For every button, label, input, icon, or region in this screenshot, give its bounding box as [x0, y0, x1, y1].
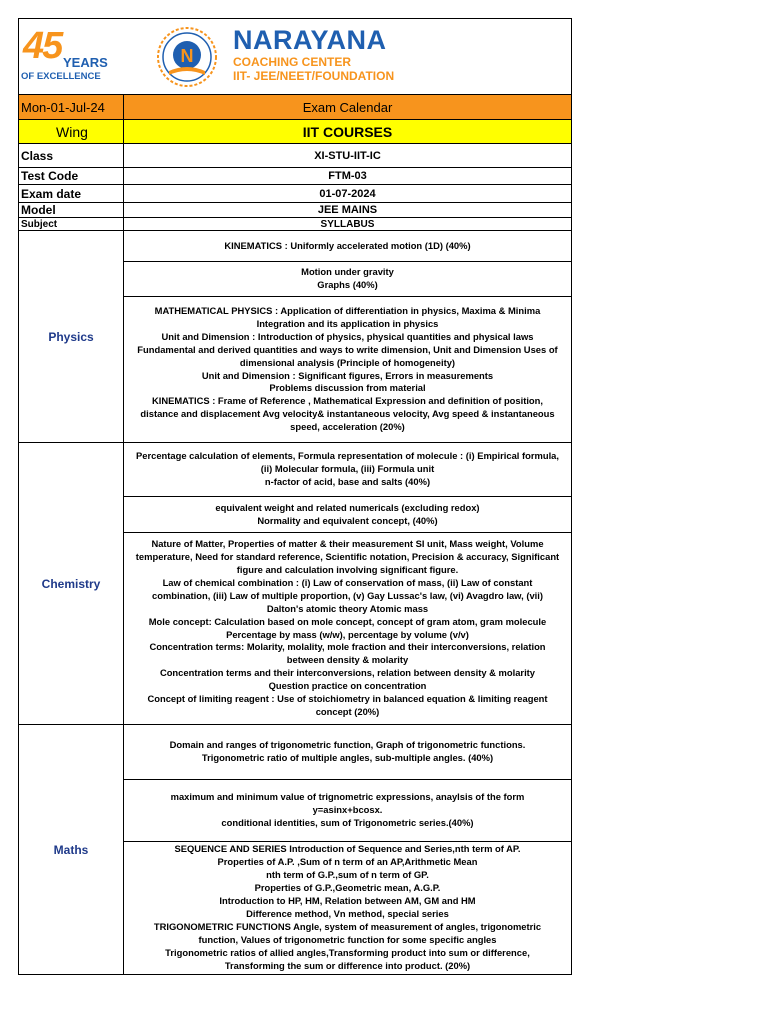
45-years-badge	[21, 25, 108, 87]
years-word: YEARS	[63, 55, 108, 70]
chemistry-topic: Nature of Matter, Properties of matter & their measurement SI unit, Mass weight, Volume temperature, Need for standard reference, Scientific notation, Precision & accuracy, Significant figure and calculation involving significant figure. Law of chemical combination : (i) Law of conservation of mass, (ii) Law of constant combination, (iii) Law of multiple proportion, (v) Gay Lussac's law, (vi) Avagdro law, (vii) Dalton's atomic theory Atomic mass Mole concept: Calculation based on mole concept, concept of gram atom, gram molecule Percentage by mass (w/w), percentage by volume (v/v) Concentration terms: Molarity, molality, mole fraction and their interconversions, relation between density & molarity Concentration terms and their interconversions, relation between density & molarity Question practice on concentration Concept of limiting reagent : Use of stoichiometry in balanced equation & limiting reagent concept (20%)	[135, 538, 560, 717]
excellence-text: OF EXCELLENCE	[21, 71, 101, 82]
calendar-title: Exam Calendar	[302, 99, 393, 115]
logo-header	[19, 19, 571, 95]
test-code-row	[19, 168, 571, 185]
test-code-label: Test Code	[21, 169, 79, 183]
wing-label: Wing	[56, 123, 88, 140]
exam-date-row	[19, 185, 571, 203]
test-code-value: FTM-03	[328, 170, 367, 182]
subject-row	[19, 218, 571, 231]
narayana-seal-logo	[151, 25, 223, 89]
exam-date-label: Exam date	[21, 186, 82, 201]
physics-topic: MATHEMATICAL PHYSICS : Application of differentiation in physics, Maxima & Minima Integration and its application in physics Unit and Dimension : Introduction of physics, physical quantities and physical laws Fundamental and derived quantities and ways to write dimension, Unit and Dimension Uses of dimensional analysis (Principle of homogeneity) Unit and Dimension : Significant figures, Errors in measurements Problems discussion from material KINEMATICS : Frame of Reference , Mathematical Expression and definition of position, distance and displacement Avg velocity& instantaneous velocity, Avg speed & instantaneous speed, acceleration (20%)	[137, 304, 558, 433]
physics-topics	[124, 231, 571, 442]
physics-block	[19, 231, 571, 443]
calendar-header-row	[19, 95, 571, 120]
brand-name: NARAYANA	[233, 25, 387, 55]
svg-text:N: N	[180, 46, 194, 66]
subject-value: SYLLABUS	[320, 218, 375, 230]
class-label: Class	[21, 148, 54, 163]
maths-block	[19, 725, 571, 974]
chemistry-block	[19, 443, 571, 725]
exam-calendar-sheet	[18, 18, 572, 975]
years-number: 45	[23, 25, 62, 67]
model-row	[19, 203, 571, 218]
wing-value: IIT COURSES	[302, 123, 393, 140]
chemistry-topic: equivalent weight and related numericals (excluding redox) Normality and equivalent concept, (40%)	[124, 497, 571, 533]
class-value: XI-STU-IIT-IC	[314, 149, 381, 162]
wing-row	[19, 120, 571, 144]
class-row	[19, 144, 571, 168]
coaching-center-text: COACHING CENTER	[233, 55, 352, 69]
physics-topic: Motion under gravity Graphs (40%)	[124, 262, 571, 297]
maths-topic: Domain and ranges of trigonometric function, Graph of trigonometric functions. Trigonometric ratio of multiple angles, sub-multiple angles. (40%)	[124, 725, 571, 780]
subject-label: Subject	[21, 218, 58, 230]
physics-subject-name: Physics	[19, 231, 124, 442]
exam-day-date: Mon-01-Jul-24	[21, 99, 105, 115]
courses-tagline: IIT- JEE/NEET/FOUNDATION	[233, 69, 395, 83]
maths-topic: SEQUENCE AND SERIES Introduction of Sequence and Series,nth term of AP. Properties of A.P. ,Sum of n term of an AP,Arithmetic Mean nth term of G.P.,sum of n term of GP. Properties of G.P.,Geometric mean, A.G.P. Introduction to HP, HM, Relation between AM, GM and HM Difference method, Vn method, special series TRIGONOMETRIC FUNCTIONS Angle, system of measurement of angles, trigonometric function, Values of trigonometric function for some specific angles Trigonometric ratios of allied angles,Transforming product into sum or difference, Transforming the sum or difference into product. (20%)	[153, 843, 542, 971]
model-label: Model	[21, 203, 56, 217]
model-value: JEE MAINS	[317, 204, 378, 216]
chemistry-topic: Percentage calculation of elements, Formula representation of molecule : (i) Empirical formula, (ii) Molecular formula, (iii) Formula unit n-factor of acid, base and salts (40%)	[124, 443, 571, 497]
maths-subject-name: Maths	[19, 725, 124, 974]
wing-label-cell	[19, 120, 124, 143]
date-cell	[19, 95, 124, 119]
maths-topic: maximum and minimum value of trignometric expressions, anaylsis of the form y=asinx+bcosx. conditional identities, sum of Trigonometric series.(40%)	[124, 780, 571, 842]
wing-value-cell	[124, 120, 571, 143]
chemistry-topics	[124, 443, 571, 724]
exam-date-value: 01-07-2024	[319, 187, 376, 200]
maths-topics	[124, 725, 571, 974]
title-cell	[124, 95, 571, 119]
physics-topic: KINEMATICS : Uniformly accelerated motion (1D) (40%)	[124, 231, 571, 262]
chemistry-subject-name: Chemistry	[19, 443, 124, 724]
